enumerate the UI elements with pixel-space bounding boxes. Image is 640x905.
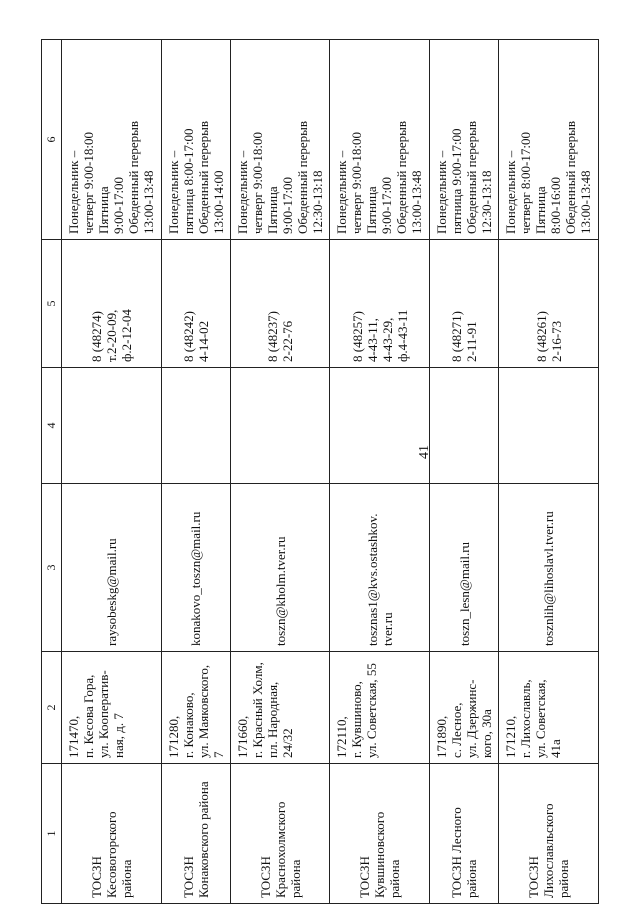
phone-cell: 8 (48271) 2-11-91: [430, 240, 499, 368]
page-number: 41: [417, 445, 432, 459]
column-header-1: 1: [42, 764, 62, 904]
office-name-cell: ТОСЗН Лесного района: [430, 764, 499, 904]
working-hours-cell: Понедельник – пятница 8:00-17:00 Обеденный перерыв 13:00-14:00: [161, 40, 230, 240]
empty-cell: [430, 368, 499, 484]
empty-cell: [62, 368, 162, 484]
column-header-3: 3: [42, 484, 62, 652]
empty-cell: [230, 368, 330, 484]
working-hours-cell: Понедельник – четверг 9:00-18:00 Пятница 9:00-17:00 Обеденный перерыв 13:00-13:48: [62, 40, 162, 240]
table-row: [161, 40, 230, 904]
phone-cell: 8 (48261) 2-16-73: [499, 240, 599, 368]
address-cell: 172110, г. Кувшиново, ул. Советская, 55: [330, 652, 430, 764]
phone-cell: 8 (48274) т.2-20-09, ф.2-12-04: [62, 240, 162, 368]
table-row: [330, 40, 430, 904]
office-name-cell: ТОСЗН Конаковского района: [161, 764, 230, 904]
office-name-cell: ТОСЗН Лихославльского района: [499, 764, 599, 904]
office-name-cell: ТОСЗН Кесовогорского района: [62, 764, 162, 904]
table-row: [430, 40, 499, 904]
address-cell: 171210, г. Лихославль, ул. Советская, 41а: [499, 652, 599, 764]
address-cell: 171280, г. Конаково, ул. Маяковского, 7: [161, 652, 230, 764]
email-cell: konakovo_toszn@mail.ru: [161, 484, 230, 652]
empty-cell: [499, 368, 599, 484]
email-cell: tosznlih@lihoslavl.tver.ru: [499, 484, 599, 652]
column-header-5: 5: [42, 240, 62, 368]
column-header-6: 6: [42, 40, 62, 240]
working-hours-cell: Понедельник – четверг 8:00-17:00 Пятница 8:00-16:00 Обеденный перерыв 13:00-13:48: [499, 40, 599, 240]
empty-cell: [330, 368, 430, 484]
email-cell: tosznas1@kvs.ostashkov. tver.ru: [330, 484, 430, 652]
column-header-2: 2: [42, 652, 62, 764]
address-cell: 171660, г. Красный Холм, пл. Народная, 24/32: [230, 652, 330, 764]
table-row: [499, 40, 599, 904]
phone-cell: 8 (48237) 2-22-76: [230, 240, 330, 368]
working-hours-cell: Понедельник – четверг 9:00-18:00 Пятница 9:00-17:00 Обеденный перерыв 12:30-13:18: [230, 40, 330, 240]
social-protection-offices-table: [41, 39, 599, 904]
table-header-row: [42, 40, 62, 904]
rotated-table-container: [41, 40, 599, 904]
phone-cell: 8 (48257) 4-43-11, 4-43-29, ф.4-43-11: [330, 240, 430, 368]
working-hours-cell: Понедельник – четверг 9:00-18:00 Пятница 9:00-17:00 Обеденный перерыв 13:00-13:48: [330, 40, 430, 240]
table-row: [230, 40, 330, 904]
email-cell: raysobeskg@mail.ru: [62, 484, 162, 652]
column-header-4: 4: [42, 368, 62, 484]
email-cell: toszn_lesn@mail.ru: [430, 484, 499, 652]
address-cell: 171890, с. Лесное, ул. Дзержинс- кого, 30а: [430, 652, 499, 764]
table-row: [62, 40, 162, 904]
office-name-cell: ТОСЗН Кувшиновского района: [330, 764, 430, 904]
address-cell: 171470, п. Кесова Гора, ул. Кооператив- ная, д. 7: [62, 652, 162, 764]
email-cell: toszn@kholm.tver.ru: [230, 484, 330, 652]
phone-cell: 8 (48242) 4-14-02: [161, 240, 230, 368]
office-name-cell: ТОСЗН Краснохолмского района: [230, 764, 330, 904]
empty-cell: [161, 368, 230, 484]
working-hours-cell: Понедельник – пятница 9:00-17:00 Обеденный перерыв 12:30-13:18: [430, 40, 499, 240]
